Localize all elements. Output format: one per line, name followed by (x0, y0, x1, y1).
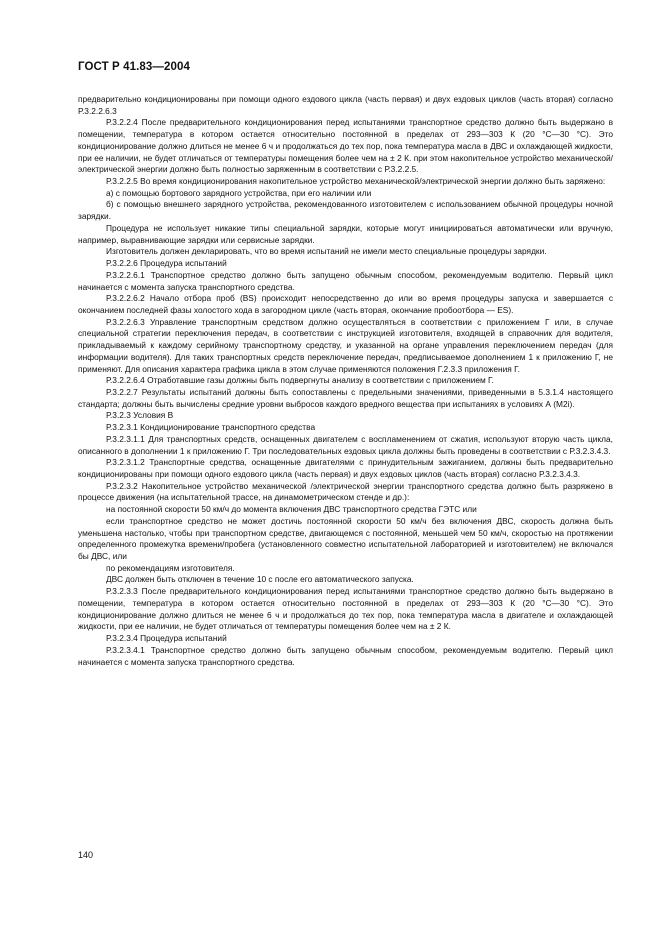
paragraph: Р.3.2.2.6 Процедура испытаний (106, 258, 227, 269)
paragraph: Р.3.2.3.3 После предварительного кондиционирования перед испытаниями транспортное средство должно быть выдержано в помещении, температура в котором остается относительно постоянной в пределах от 293—303 К (20 °С—30 °С). Это кондиционирование должно длиться не менее 6 ч и продолжаться до тех пор, пока температура масла в двигателе и охлаждающей жидкости, при ее наличии, не будет отличаться от температуры помещения более чем на ± 2 К. (78, 586, 613, 632)
document-header: ГОСТ Р 41.83—2004 (78, 61, 190, 73)
paragraph: Р.3.2.2.4 После предварительного кондиционирования перед испытаниями транспортное средство должно быть выдержано в помещении, температура в котором остается относительно постоянной в пределах от 293—303 К (20 °С—30 °С). Это кондиционирование должно длиться не менее 6 ч и продолжаться до тех пор, пока температура масла в ДВС и охлаждающей жидкости, при ее наличии, не будет отличаться от температуры помещения более чем на ± 2 К. при этом накопительное устройство механической/электрической энергии должно быть полностью заряженным в соответствии с Р.3.2.2.5. (78, 117, 613, 175)
paragraph: Процедура не использует никакие типы специальной зарядки, которые могут инициироваться автоматически или вручную, например, выравнивающие зарядки или сервисные зарядки. (78, 222, 613, 245)
paragraph: Р.3.2.3.1 Кондиционирование транспортного средства (106, 422, 316, 433)
paragraph: Изготовитель должен декларировать, что во время испытаний не имели место специальные процедуры зарядки. (106, 246, 547, 257)
paragraph: Р.3.2.3.1.1 Для транспортных средств, оснащенных двигателем с воспламенением от сжатия, используют вторую часть цикла, описанного в дополнении 1 к приложению Г. Три последовательных ездовых цикла должны быть проведены в соответствии с Р.3.2.3.4.3. (78, 433, 613, 456)
paragraph: на постоянной скорости 50 км/ч до момента включения ДВС транспортного средства ГЭТС или (106, 504, 477, 515)
paragraph: Р.3.2.3.2 Накопительное устройство механической /электрической энергии транспортного средства должно быть разряжено в процессе движения (на испытательной трассе, на динамометрическом стенде и др.): (78, 480, 613, 503)
paragraph: Р.3.2.2.6.3 Управление транспортным средством должно осуществляться в соответствии с приложением Г или, в случае специальной стратегии переключения передач, в соответствии с инструкцией изготовителя, входящей в справочник для водителя, прикладываемый к каждому серийному транспортному средству, и указанной на органе управления переключением передач (для информации водителя). Для таких транспортных средств переключение передач, предписываемое дополнением 1 к приложению Г, не применяют. Для описания характера графика цикла в этом случае применяются положения Г.2.3.3 приложения Г. (78, 316, 613, 374)
paragraph: Р.3.2.3.1.2 Транспортные средства, оснащенные двигателями с принудительным зажиганием, должны быть предварительно кондиционированы при помощи одного ездового цикла (часть первая) и двух ездовых циклов (часть вторая) согласно Р.3.2.3.4.3. (78, 457, 613, 479)
paragraph: Р.3.2.3.4.1 Транспортное средство должно быть запущено обычным способом, рекомендуемым водителю. Первый цикл начинается с момента запуска транспортного средства. (78, 644, 613, 667)
paragraph: по рекомендациям изготовителя. (106, 562, 235, 573)
paragraph: б) с помощью внешнего зарядного устройства, рекомендованного изготовителем с использованием обычной процедуры ночной зарядки. (78, 199, 613, 222)
document-body (78, 94, 613, 668)
paragraph: ДВС должен быть отключен в течение 10 с после его автоматического запуска. (106, 574, 414, 585)
page-number: 140 (78, 850, 94, 860)
paragraph: а) с помощью бортового зарядного устройства, при его наличии или (106, 187, 372, 198)
paragraph: Р.3.2.2.5 Во время кондиционирования накопительное устройство механической/электрической энергии должно быть заряжено: (106, 176, 606, 187)
paragraph: Р.3.2.2.7 Результаты испытаний должны быть сопоставлены с предельными значениями, приведенными в 5.3.1.4 настоящего стандарта; должны быть вычислены средние уровни выбросов каждого вредного вещества при испытаниях в условиях А (М2i). (78, 386, 613, 409)
paragraph: предварительно кондиционированы при помощи одного ездового цикла (часть первая) и двух ездовых циклов (часть вторая) согласно Р.3.2.2.6.3 (78, 94, 613, 116)
paragraph: Р.3.2.3.4 Процедура испытаний (106, 633, 227, 644)
paragraph: Р.3.2.3 Условия В (106, 410, 174, 421)
paragraph: Р.3.2.2.6.1 Транспортное средство должно быть запущено обычным способом, рекомендуемым водителю. Первый цикл начинается с момента запуска транспортного средства. (78, 269, 613, 292)
paragraph: Р.3.2.2.6.2 Начало отбора проб (BS) происходит непосредственно до или во время процедуры запуска и завершается с окончанием последней фазы холостого хода в загородном цикле (часть вторая, окончание пробоотбора — ES). (78, 293, 613, 315)
paragraph: если транспортное средство не может достичь постоянной скорости 50 км/ч без включения ДВС, скорость должна быть уменьшена настолько, чтобы при транспортном средстве, двигающемся с постоянной, меньшей чем 50 км/ч, скоростью на протяжении определенного промежутка времени/пробега (установленного совместно испытательной лабораторией и изготовителем) не включался бы ДВС, или (78, 515, 613, 562)
paragraph: Р.3.2.2.6.4 Отработавшие газы должны быть подвергнуты анализу в соответствии с приложением Г. (106, 375, 494, 386)
